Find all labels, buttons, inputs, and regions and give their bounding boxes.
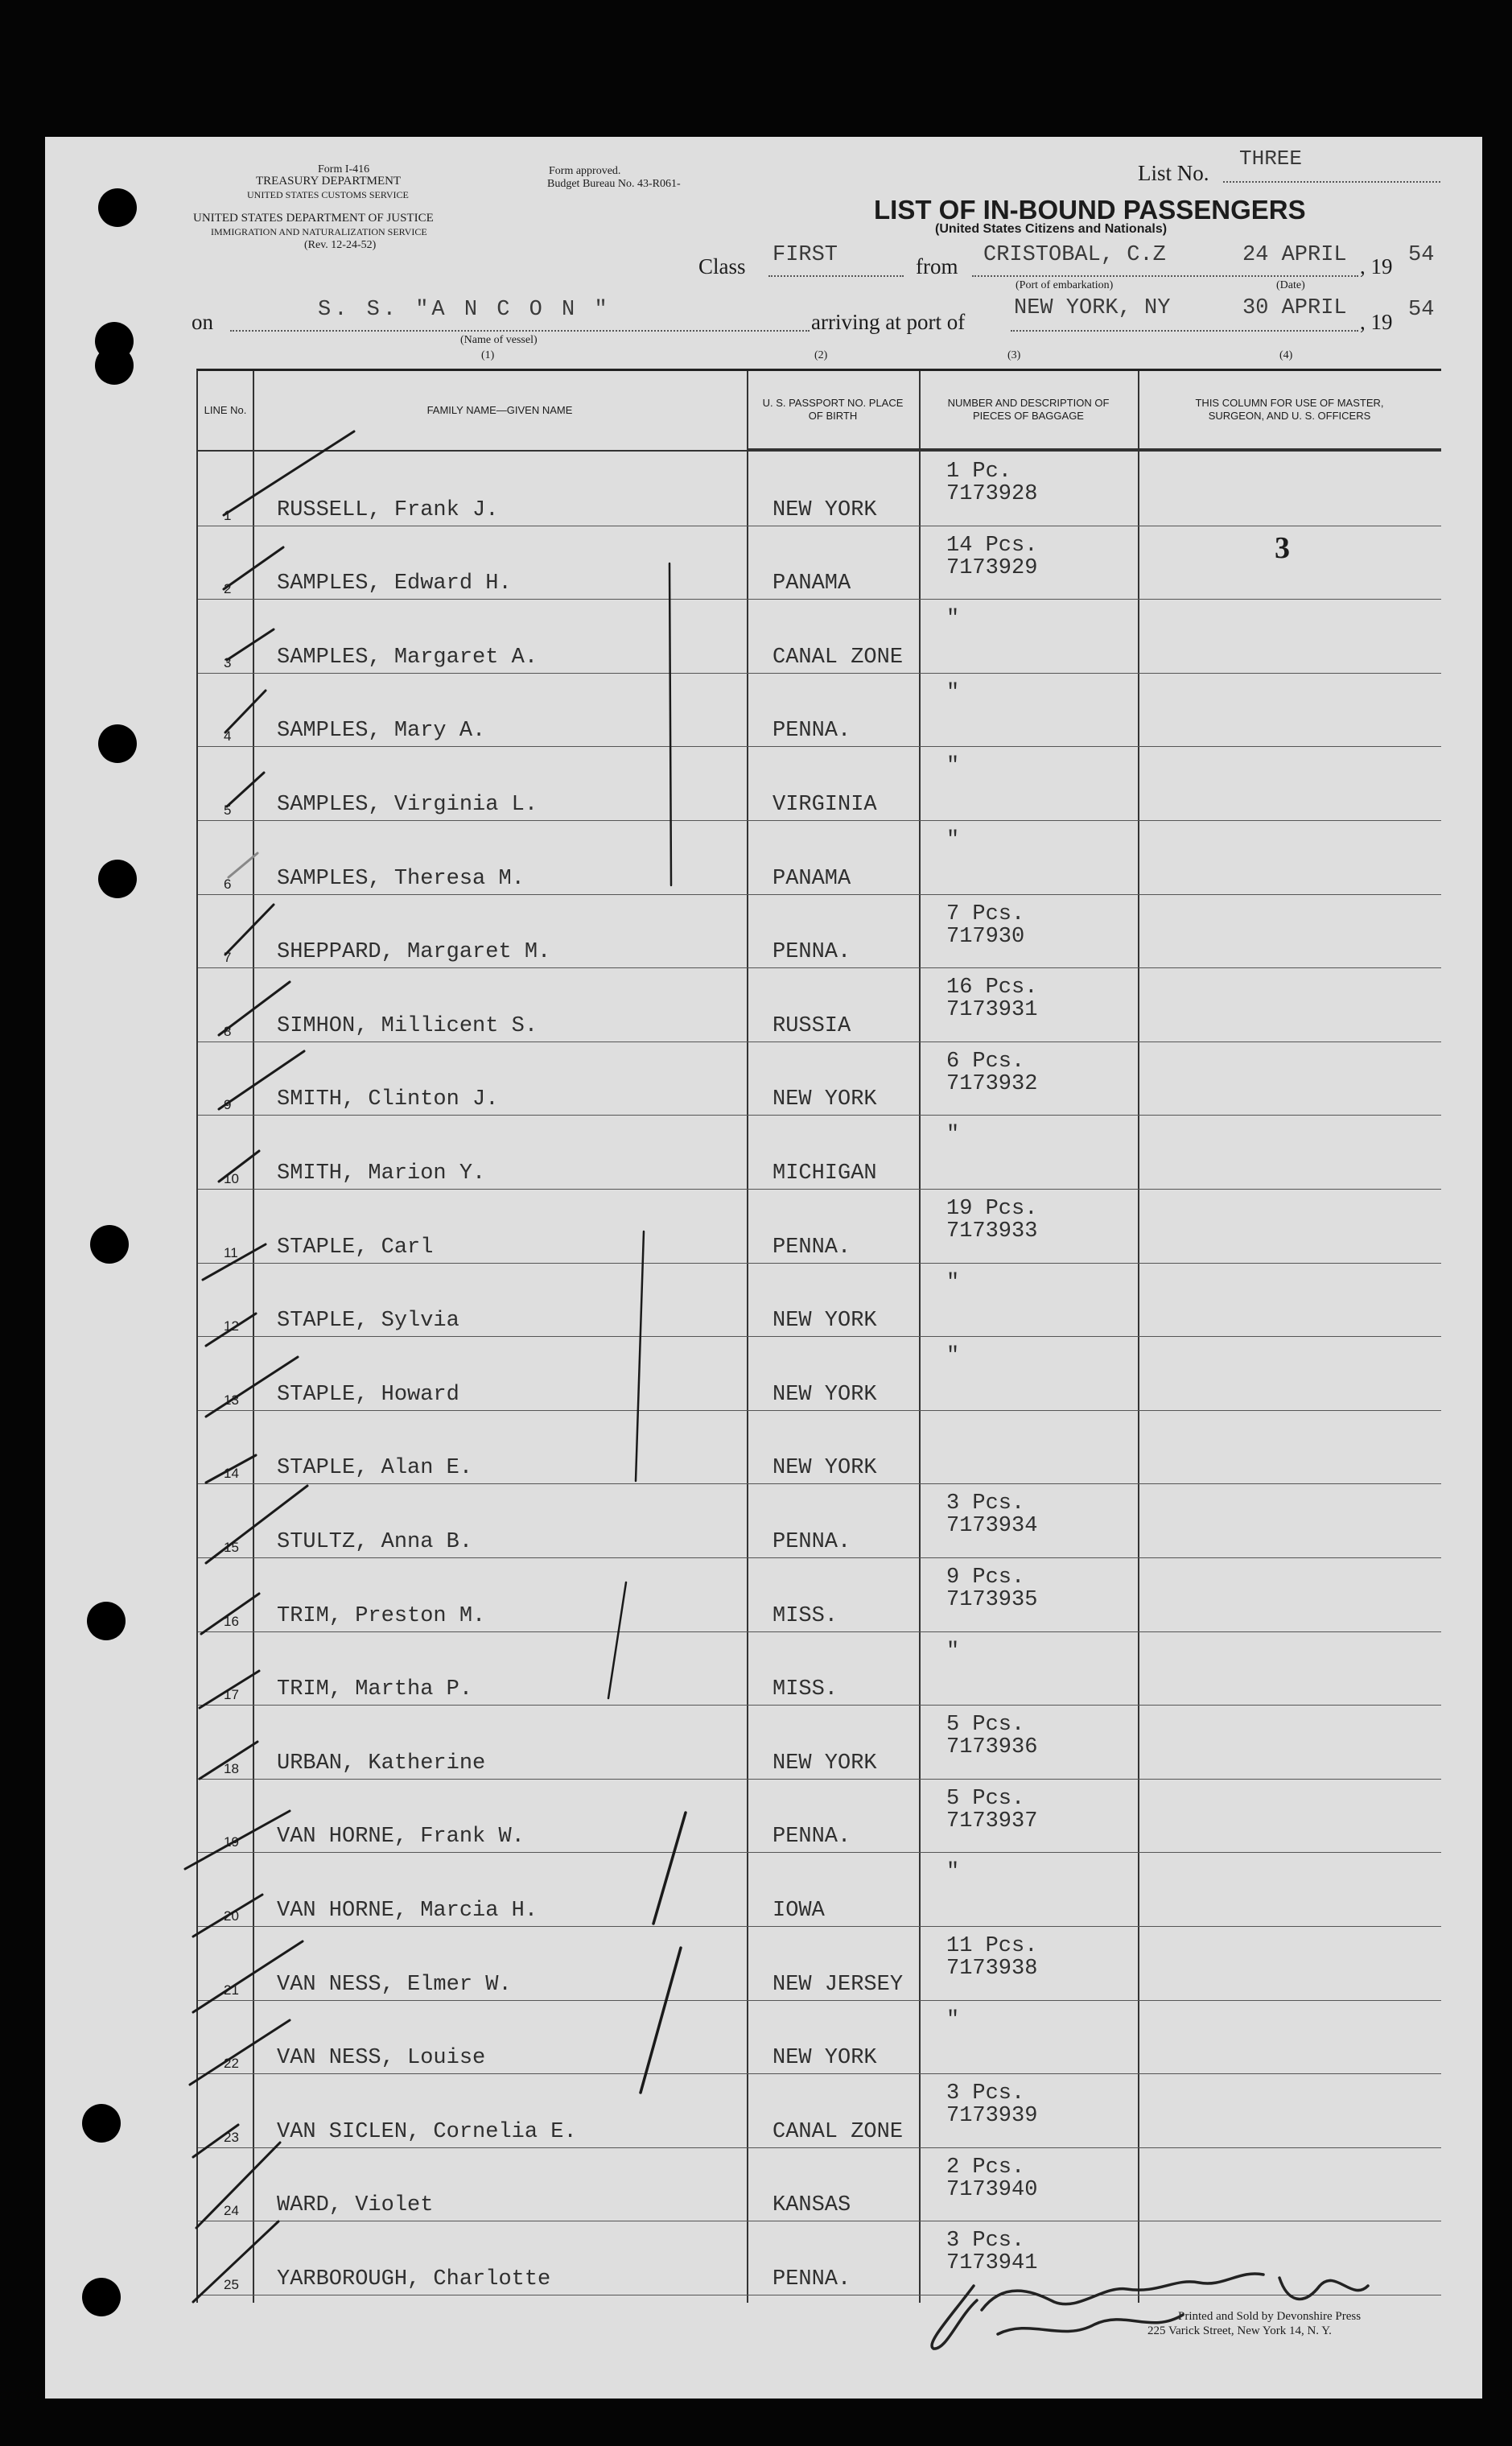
line-number: 16 [224, 1613, 239, 1629]
baggage-count: 2 Pcs. [946, 2155, 1025, 2180]
table-row [198, 1631, 1441, 1706]
baggage-count: 3 Pcs. [946, 2081, 1025, 2106]
place-of-birth: PENNA. [772, 1235, 851, 1260]
baggage-count: 5 Pcs. [946, 1786, 1025, 1811]
line-number: 4 [224, 728, 232, 745]
header-passport: U. S. PASSPORT NO. PLACE OF BIRTH [747, 371, 919, 450]
place-of-birth: PANAMA [772, 866, 851, 891]
passenger-name: TRIM, Martha P. [277, 1677, 473, 1702]
baggage-count: 6 Pcs. [946, 1049, 1025, 1074]
from-date: 24 APRIL [1242, 243, 1347, 267]
baggage-count: " [946, 1860, 960, 1885]
line-number: 17 [224, 1687, 239, 1703]
line-number: 20 [224, 1908, 239, 1924]
line-number: 8 [224, 1023, 232, 1039]
table-row [198, 1189, 1441, 1264]
baggage-count: 3 Pcs. [946, 1491, 1025, 1516]
baggage-tag: 7173940 [946, 2177, 1038, 2202]
baggage-tag: 7173938 [946, 1957, 1038, 1981]
class-label: Class [698, 254, 746, 278]
header-line-no: LINE No. [198, 371, 253, 452]
form-approved: Form approved. [549, 165, 621, 177]
table-row [198, 1705, 1441, 1780]
vessel-caption: (Name of vessel) [460, 334, 538, 346]
place-of-birth: CANAL ZONE [772, 645, 904, 670]
table-row [198, 1042, 1441, 1116]
table-row [198, 1779, 1441, 1854]
justice-dept: UNITED STATES DEPARTMENT OF JUSTICE [193, 212, 434, 225]
treasury-dept: TREASURY DEPARTMENT [256, 175, 402, 188]
col-ref-1: (1) [481, 349, 495, 361]
officer-note: 3 [1275, 531, 1290, 565]
passenger-name: STAPLE, Alan E. [277, 1456, 473, 1481]
line-number: 1 [224, 507, 232, 523]
baggage-tag: 7173935 [946, 1588, 1038, 1612]
page-title: LIST OF IN-BOUND PASSENGERS [874, 195, 1306, 225]
baggage-tag: 7173936 [946, 1735, 1038, 1760]
place-of-birth: KANSAS [772, 2193, 851, 2218]
place-of-birth: NEW YORK [772, 1382, 877, 1407]
passenger-name: WARD, Violet [277, 2193, 434, 2218]
col-ref-2: (2) [814, 349, 828, 361]
printer-line-1: Printed and Sold by Devonshire Press [1178, 2310, 1362, 2323]
revision-date: (Rev. 12-24-52) [304, 239, 377, 251]
place-of-birth: PENNA. [772, 940, 851, 965]
table-row [198, 1483, 1441, 1558]
on-label: on [192, 310, 213, 334]
baggage-count: 3 Pcs. [946, 2229, 1025, 2254]
baggage-count: 5 Pcs. [946, 1713, 1025, 1738]
table-row [198, 673, 1441, 748]
ins-service: IMMIGRATION AND NATURALIZATION SERVICE [211, 226, 427, 237]
table-row [198, 2073, 1441, 2148]
place-of-birth: NEW YORK [772, 1087, 877, 1112]
table-row [198, 2147, 1441, 2222]
line-number: 18 [224, 1760, 239, 1776]
line-number: 22 [224, 2056, 239, 2072]
passenger-name: VAN SICLEN, Cornelia E. [277, 2119, 577, 2144]
line-number: 3 [224, 654, 232, 670]
binder-hole [98, 188, 137, 227]
baggage-count: 1 Pc. [946, 460, 1012, 484]
baggage-count: " [946, 2007, 960, 2032]
table-row [198, 820, 1441, 895]
table-row [198, 526, 1441, 600]
line-number: 2 [224, 581, 232, 597]
passenger-name: SMITH, Clinton J. [277, 1087, 499, 1112]
passenger-name: SMITH, Marion Y. [277, 1161, 486, 1186]
date-caption: (Date) [1276, 279, 1305, 291]
table-row [198, 1557, 1441, 1632]
list-no-label: List No. [1138, 161, 1209, 185]
baggage-tag: 7173928 [946, 482, 1038, 506]
vessel-line [230, 330, 810, 332]
baggage-tag: 717930 [946, 924, 1025, 949]
line-number: 25 [224, 2276, 239, 2292]
place-of-birth: NEW YORK [772, 1309, 877, 1334]
binder-hole [95, 346, 134, 385]
passenger-name: SAMPLES, Mary A. [277, 719, 486, 744]
header-officers: THIS COLUMN FOR USE OF MASTER, SURGEON, AND U. S. OFFICERS [1138, 371, 1441, 450]
place-of-birth: MISS. [772, 1603, 838, 1628]
baggage-count: " [946, 607, 960, 632]
passenger-name: STAPLE, Sylvia [277, 1309, 459, 1334]
baggage-count: 11 Pcs. [946, 1934, 1038, 1958]
list-no-value: THREE [1239, 146, 1303, 171]
table-row [198, 2221, 1441, 2295]
passenger-name: VAN HORNE, Frank W. [277, 1825, 525, 1850]
line-number: 14 [224, 1466, 239, 1482]
header-rule [198, 371, 1441, 452]
baggage-tag: 7173939 [946, 2104, 1038, 2129]
baggage-count: " [946, 1270, 960, 1295]
from-label: from [916, 254, 958, 278]
place-of-birth: NEW JERSEY [772, 1972, 904, 1997]
year-value-1: 54 [1408, 243, 1435, 267]
baggage-count: 16 Pcs. [946, 976, 1038, 1000]
arriving-label: arriving at port of [811, 310, 966, 334]
line-number: 11 [224, 1244, 238, 1260]
baggage-tag: 7173933 [946, 1219, 1038, 1244]
passenger-table [196, 369, 1441, 2303]
passenger-name: SAMPLES, Margaret A. [277, 645, 538, 670]
header-name: FAMILY NAME—GIVEN NAME [253, 371, 747, 452]
place-of-birth: MICHIGAN [772, 1161, 877, 1186]
line-number: 9 [224, 1097, 232, 1113]
passenger-name: TRIM, Preston M. [277, 1603, 486, 1628]
passenger-name: VAN NESS, Elmer W. [277, 1972, 512, 1997]
line-number: 5 [224, 802, 232, 818]
table-row [198, 746, 1441, 821]
list-no-line [1223, 181, 1440, 183]
class-line [768, 275, 904, 277]
table-row [198, 1115, 1441, 1190]
baggage-tag: 7173941 [946, 2251, 1038, 2276]
baggage-tag: 7173932 [946, 1071, 1038, 1096]
place-of-birth: VIRGINIA [772, 792, 877, 817]
place-of-birth: NEW YORK [772, 1751, 877, 1776]
table-row [198, 1926, 1441, 2001]
printer-line-2: 225 Varick Street, New York 14, N. Y. [1147, 2324, 1332, 2337]
passenger-name: SAMPLES, Virginia L. [277, 792, 538, 817]
baggage-tag: 7173931 [946, 998, 1038, 1023]
customs-service: UNITED STATES CUSTOMS SERVICE [247, 189, 409, 200]
baggage-count: " [946, 828, 960, 852]
year-prefix-2: , 19 [1360, 310, 1393, 334]
header-baggage: NUMBER AND DESCRIPTION OF PIECES OF BAGGAGE [919, 371, 1138, 450]
baggage-count: 14 Pcs. [946, 533, 1038, 558]
line-number: 7 [224, 950, 232, 966]
arrival-date: 30 APRIL [1242, 296, 1347, 320]
table-row [198, 1263, 1441, 1338]
line-number: 19 [224, 1834, 239, 1850]
passenger-name: RUSSELL, Frank J. [277, 497, 499, 522]
form-number: Form I-416 [318, 163, 370, 175]
line-number: 24 [224, 2203, 239, 2219]
binder-hole [82, 2278, 121, 2316]
binder-hole [98, 724, 137, 763]
col-ref-3: (3) [1007, 349, 1021, 361]
baggage-count: 9 Pcs. [946, 1565, 1025, 1590]
table-row [198, 1410, 1441, 1485]
binder-hole [90, 1225, 129, 1264]
binder-hole [98, 860, 137, 898]
place-of-birth: IOWA [772, 1898, 825, 1923]
binder-hole [82, 2104, 121, 2143]
arrival-line [1011, 330, 1358, 332]
baggage-tag: 7173929 [946, 555, 1038, 580]
table-row [198, 967, 1441, 1042]
line-number: 23 [224, 2129, 239, 2145]
line-number: 13 [224, 1392, 239, 1408]
table-row [198, 599, 1441, 674]
from-port: CRISTOBAL, C.Z [983, 243, 1166, 267]
binder-hole [87, 1602, 126, 1640]
vessel-name: S. S. "A N C O N " [318, 298, 611, 322]
place-of-birth: MISS. [772, 1677, 838, 1702]
place-of-birth: NEW YORK [772, 1456, 877, 1481]
place-of-birth: PANAMA [772, 571, 851, 596]
line-number: 10 [224, 1170, 239, 1186]
place-of-birth: NEW YORK [772, 2046, 877, 2071]
class-value: FIRST [772, 243, 838, 267]
table-row [198, 452, 1441, 526]
passenger-name: STAPLE, Carl [277, 1235, 434, 1260]
place-of-birth: PENNA. [772, 719, 851, 744]
place-of-birth: PENNA. [772, 2267, 851, 2291]
baggage-count: " [946, 1344, 960, 1369]
passenger-name: STAPLE, Howard [277, 1382, 459, 1407]
passenger-name: STULTZ, Anna B. [277, 1529, 473, 1554]
baggage-count: " [946, 754, 960, 779]
arrival-port: NEW YORK, NY [1014, 296, 1171, 320]
table-row [198, 2000, 1441, 2075]
passenger-name: VAN NESS, Louise [277, 2046, 486, 2071]
passenger-name: SAMPLES, Edward H. [277, 571, 512, 596]
table-row [198, 1336, 1441, 1411]
place-of-birth: RUSSIA [772, 1013, 851, 1038]
page-subtitle: (United States Citizens and Nationals) [935, 222, 1168, 236]
baggage-count: " [946, 1123, 960, 1148]
port-embarkation-caption: (Port of embarkation) [1016, 279, 1114, 291]
passenger-name: YARBOROUGH, Charlotte [277, 2267, 551, 2291]
passenger-name: VAN HORNE, Marcia H. [277, 1898, 538, 1923]
col-ref-4: (4) [1279, 349, 1293, 361]
passenger-name: SHEPPARD, Margaret M. [277, 940, 551, 965]
place-of-birth: NEW YORK [772, 497, 877, 522]
baggage-tag: 7173934 [946, 1514, 1038, 1539]
passenger-name: SAMPLES, Theresa M. [277, 866, 525, 891]
table-row [198, 894, 1441, 969]
budget-bureau: Budget Bureau No. 43-R061- [547, 178, 681, 190]
baggage-count: 19 Pcs. [946, 1197, 1038, 1221]
passenger-name: SIMHON, Millicent S. [277, 1013, 538, 1038]
table-row [198, 1852, 1441, 1927]
line-number: 6 [224, 876, 232, 892]
passenger-name: URBAN, Katherine [277, 1751, 486, 1776]
line-number: 12 [224, 1318, 239, 1334]
place-of-birth: PENNA. [772, 1529, 851, 1554]
baggage-count: 7 Pcs. [946, 901, 1025, 926]
baggage-tag: 7173937 [946, 1809, 1038, 1833]
line-number: 21 [224, 1982, 239, 1998]
from-line [972, 275, 1358, 277]
line-number: 15 [224, 1539, 239, 1555]
place-of-birth: PENNA. [772, 1825, 851, 1850]
year-value-2: 54 [1408, 298, 1435, 322]
baggage-count: " [946, 1639, 960, 1664]
place-of-birth: CANAL ZONE [772, 2119, 904, 2144]
year-prefix-1: , 19 [1360, 254, 1393, 278]
baggage-count: " [946, 680, 960, 705]
